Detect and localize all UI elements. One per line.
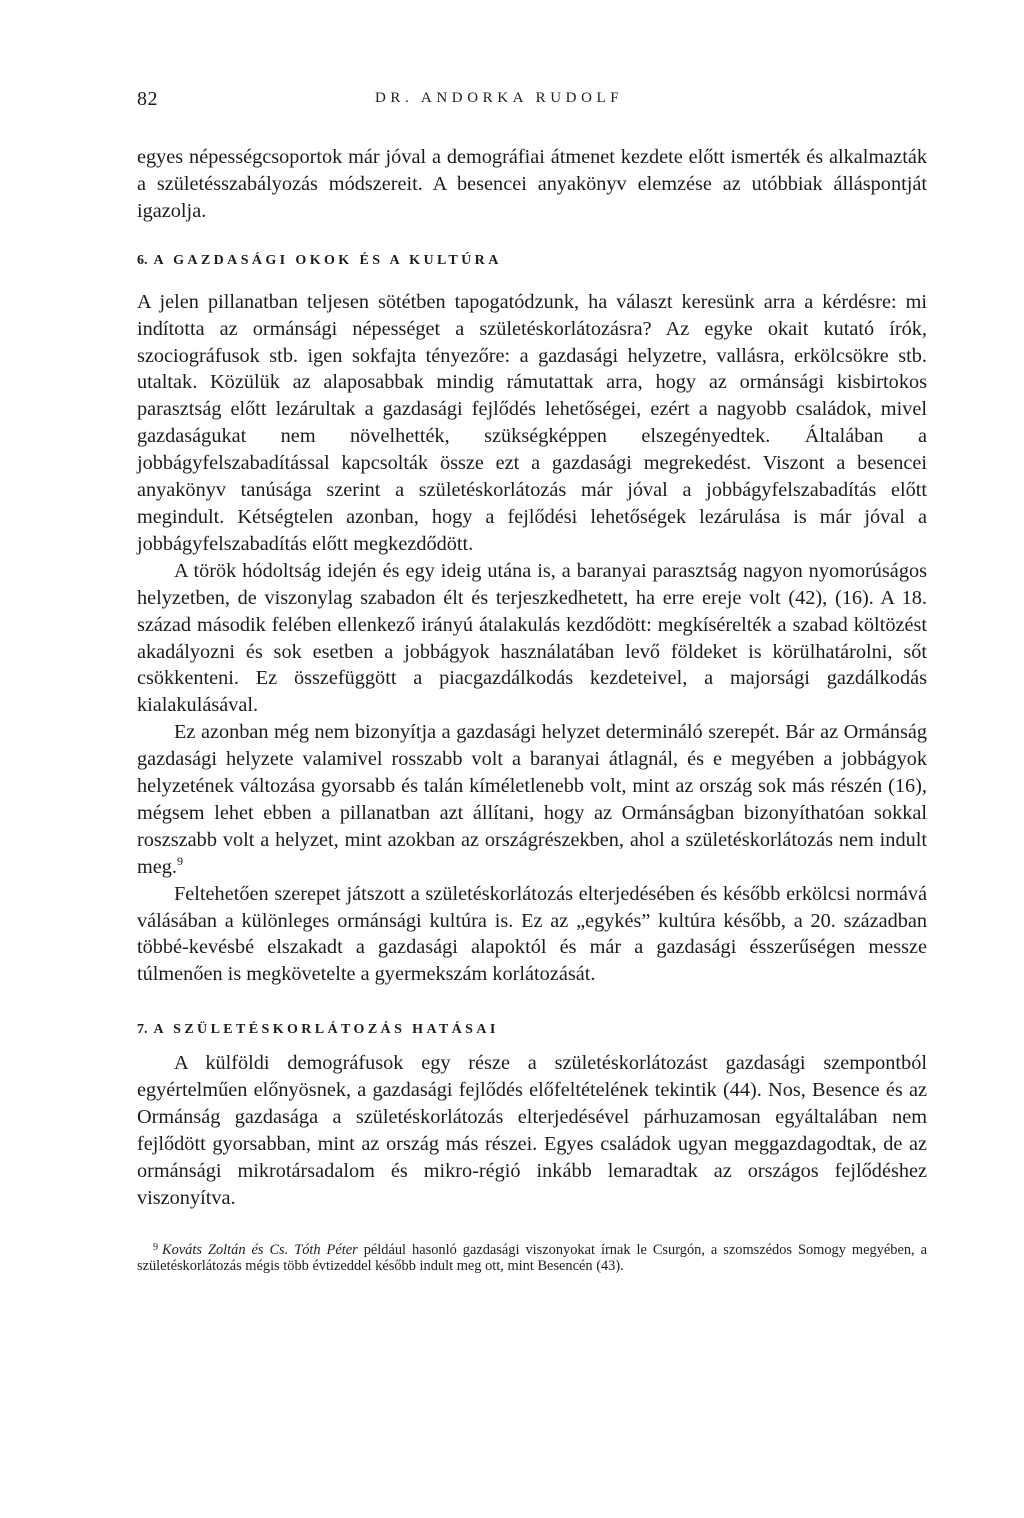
section-7-title: A SZÜLETÉSKORLÁTOZÁS HATÁSAI bbox=[153, 1022, 499, 1038]
section-7-heading bbox=[137, 1022, 927, 1038]
section-6-paragraph-3-text: Ez azonban még nem bizonyítja a gazdasági helyzet determináló szerepét. Bár az Ormánság gazdasági helyzete valamivel rosszabb volt a baranyai átlagnál, és e megyében a jobbágyok helyzetének változása gyorsabb és talán kíméletlenebb volt, mint az ország sok más részén (16), mégsem lehet ebben a pillanatban azt állítani, hogy az Ormánságban bizonyíthatóan sokkal roszszabb volt a helyzet, mint azokban az országrészekben, ahol a születéskorlátozás nem indult meg. bbox=[137, 721, 927, 878]
section-7-paragraph-1: A külföldi demográfusok egy része a születéskorlátozást gazdasági szempontból egyértelműen előnyösnek, a gazdasági fejlődés előfeltételének tekintik (44). Nos, Besence és az Ormánság gazdasága a születéskorlátozás elterjedésével párhuzamosan egyáltalában nem fejlődött gyorsabban, mint az ország más részei. Egyes családok ugyan meggazdagodtak, de az ormánsági mikrotársadalom és mikro-régió inkább lemaradtak az országos fejlődéshez viszonyítva. bbox=[137, 1052, 927, 1209]
footnote bbox=[137, 1240, 927, 1275]
section-6-paragraph-4: Feltehetően szerepet játszott a születéskorlátozás elterjedésében és később erkölcsi normává válásában a különleges ormánsági kultúra is. Ez az „egykés” kultúra később, a 20. században többé-kevésbé elszakadt a gazdasági alapoktól és már a gazdasági ésszerűségen messze túlmenően is megkövetelte a gyermekszám korlátozását. bbox=[137, 882, 927, 986]
footnote-authors: Kováts Zoltán és Cs. Tóth Péter bbox=[162, 1241, 358, 1258]
book-page bbox=[137, 88, 927, 1289]
section-6-paragraph-3 bbox=[137, 719, 927, 880]
section-6-title: A GAZDASÁGI OKOK ÉS A KULTÚRA bbox=[153, 252, 502, 268]
footnote-text: például hasonló gazdasági viszonyokat írnak le Csurgón, a szomszédos Somogy megyében, a születéskorlátozás mégis több évtizeddel később indult meg ott, mint Besencén (43). bbox=[137, 1241, 927, 1275]
footnote-mark: 9 bbox=[153, 1241, 158, 1253]
section-6-paragraph-2: A török hódoltság idején és egy ideig utána is, a baranyai parasztság nagyon nyomorúságos helyzetben, de viszonylag szabadon élt és terjeszkedhetett, ha erre ereje volt (42), (16). A 18. század második felében ellenkező irányú átalakulás kezdődött: megkísérelték a szabad költözést akadályozni és sok esetben a jobbágyok használatában levő földeket is körülhatárolni, sőt csökkenteni. Ez összefüggött a piacgazdálkodás kezdeteivel, a majorsági gazdálkodás kialakulásával. bbox=[137, 559, 927, 717]
section-6-heading bbox=[137, 253, 927, 269]
intro-paragraph: egyes népességcsoportok már jóval a demográfiai átmenet kezdete előtt ismerték és alkalmazták a születésszabályozás módszereit. A besencei anyakönyv elemzése az utóbbiak álláspontját igazolja. bbox=[137, 146, 927, 222]
footnote-reference: 9 bbox=[177, 853, 183, 868]
section-7-number: 7. bbox=[137, 1022, 148, 1038]
running-head bbox=[137, 88, 927, 118]
running-title: DR. ANDORKA RUDOLF bbox=[375, 90, 624, 106]
page-number: 82 bbox=[137, 88, 158, 110]
section-6-paragraph-1: A jelen pillanatban teljesen sötétben tapogatódzunk, ha választ keresünk arra a kérdésre: mi indította az ormánsági népességet a születéskorlátozásra? Az egyke okait kutató írók, szociográfusok stb. igen sokfajta tényezőre: a gazdasági helyzetre, vallásra, erkölcsökre stb. utaltak. Közülük az alaposabbak mindig rámutattak arra, hogy az ormánsági kisbirtokos parasztság előtt lezárultak a gazdasági fejlődés lehetőségei, ezért a nagyobb családok, mivel gazdaságukat nem növelhették, szükségképpen elszegényedtek. Általában a jobbágyfelszabadítással kapcsolták össze ezt a gazdasági megrekedést. Viszont a besencei anyakönyv tanúsága szerint a születéskorlátozás már jóval a jobbágyfelszabadítás előtt megindult. Kétségtelen azonban, hogy a fejlődési lehetőségek lezárulása is már jóval a jobbágyfelszabadítás előtt megkezdődött. bbox=[137, 290, 927, 555]
section-6-number: 6. bbox=[137, 252, 148, 268]
